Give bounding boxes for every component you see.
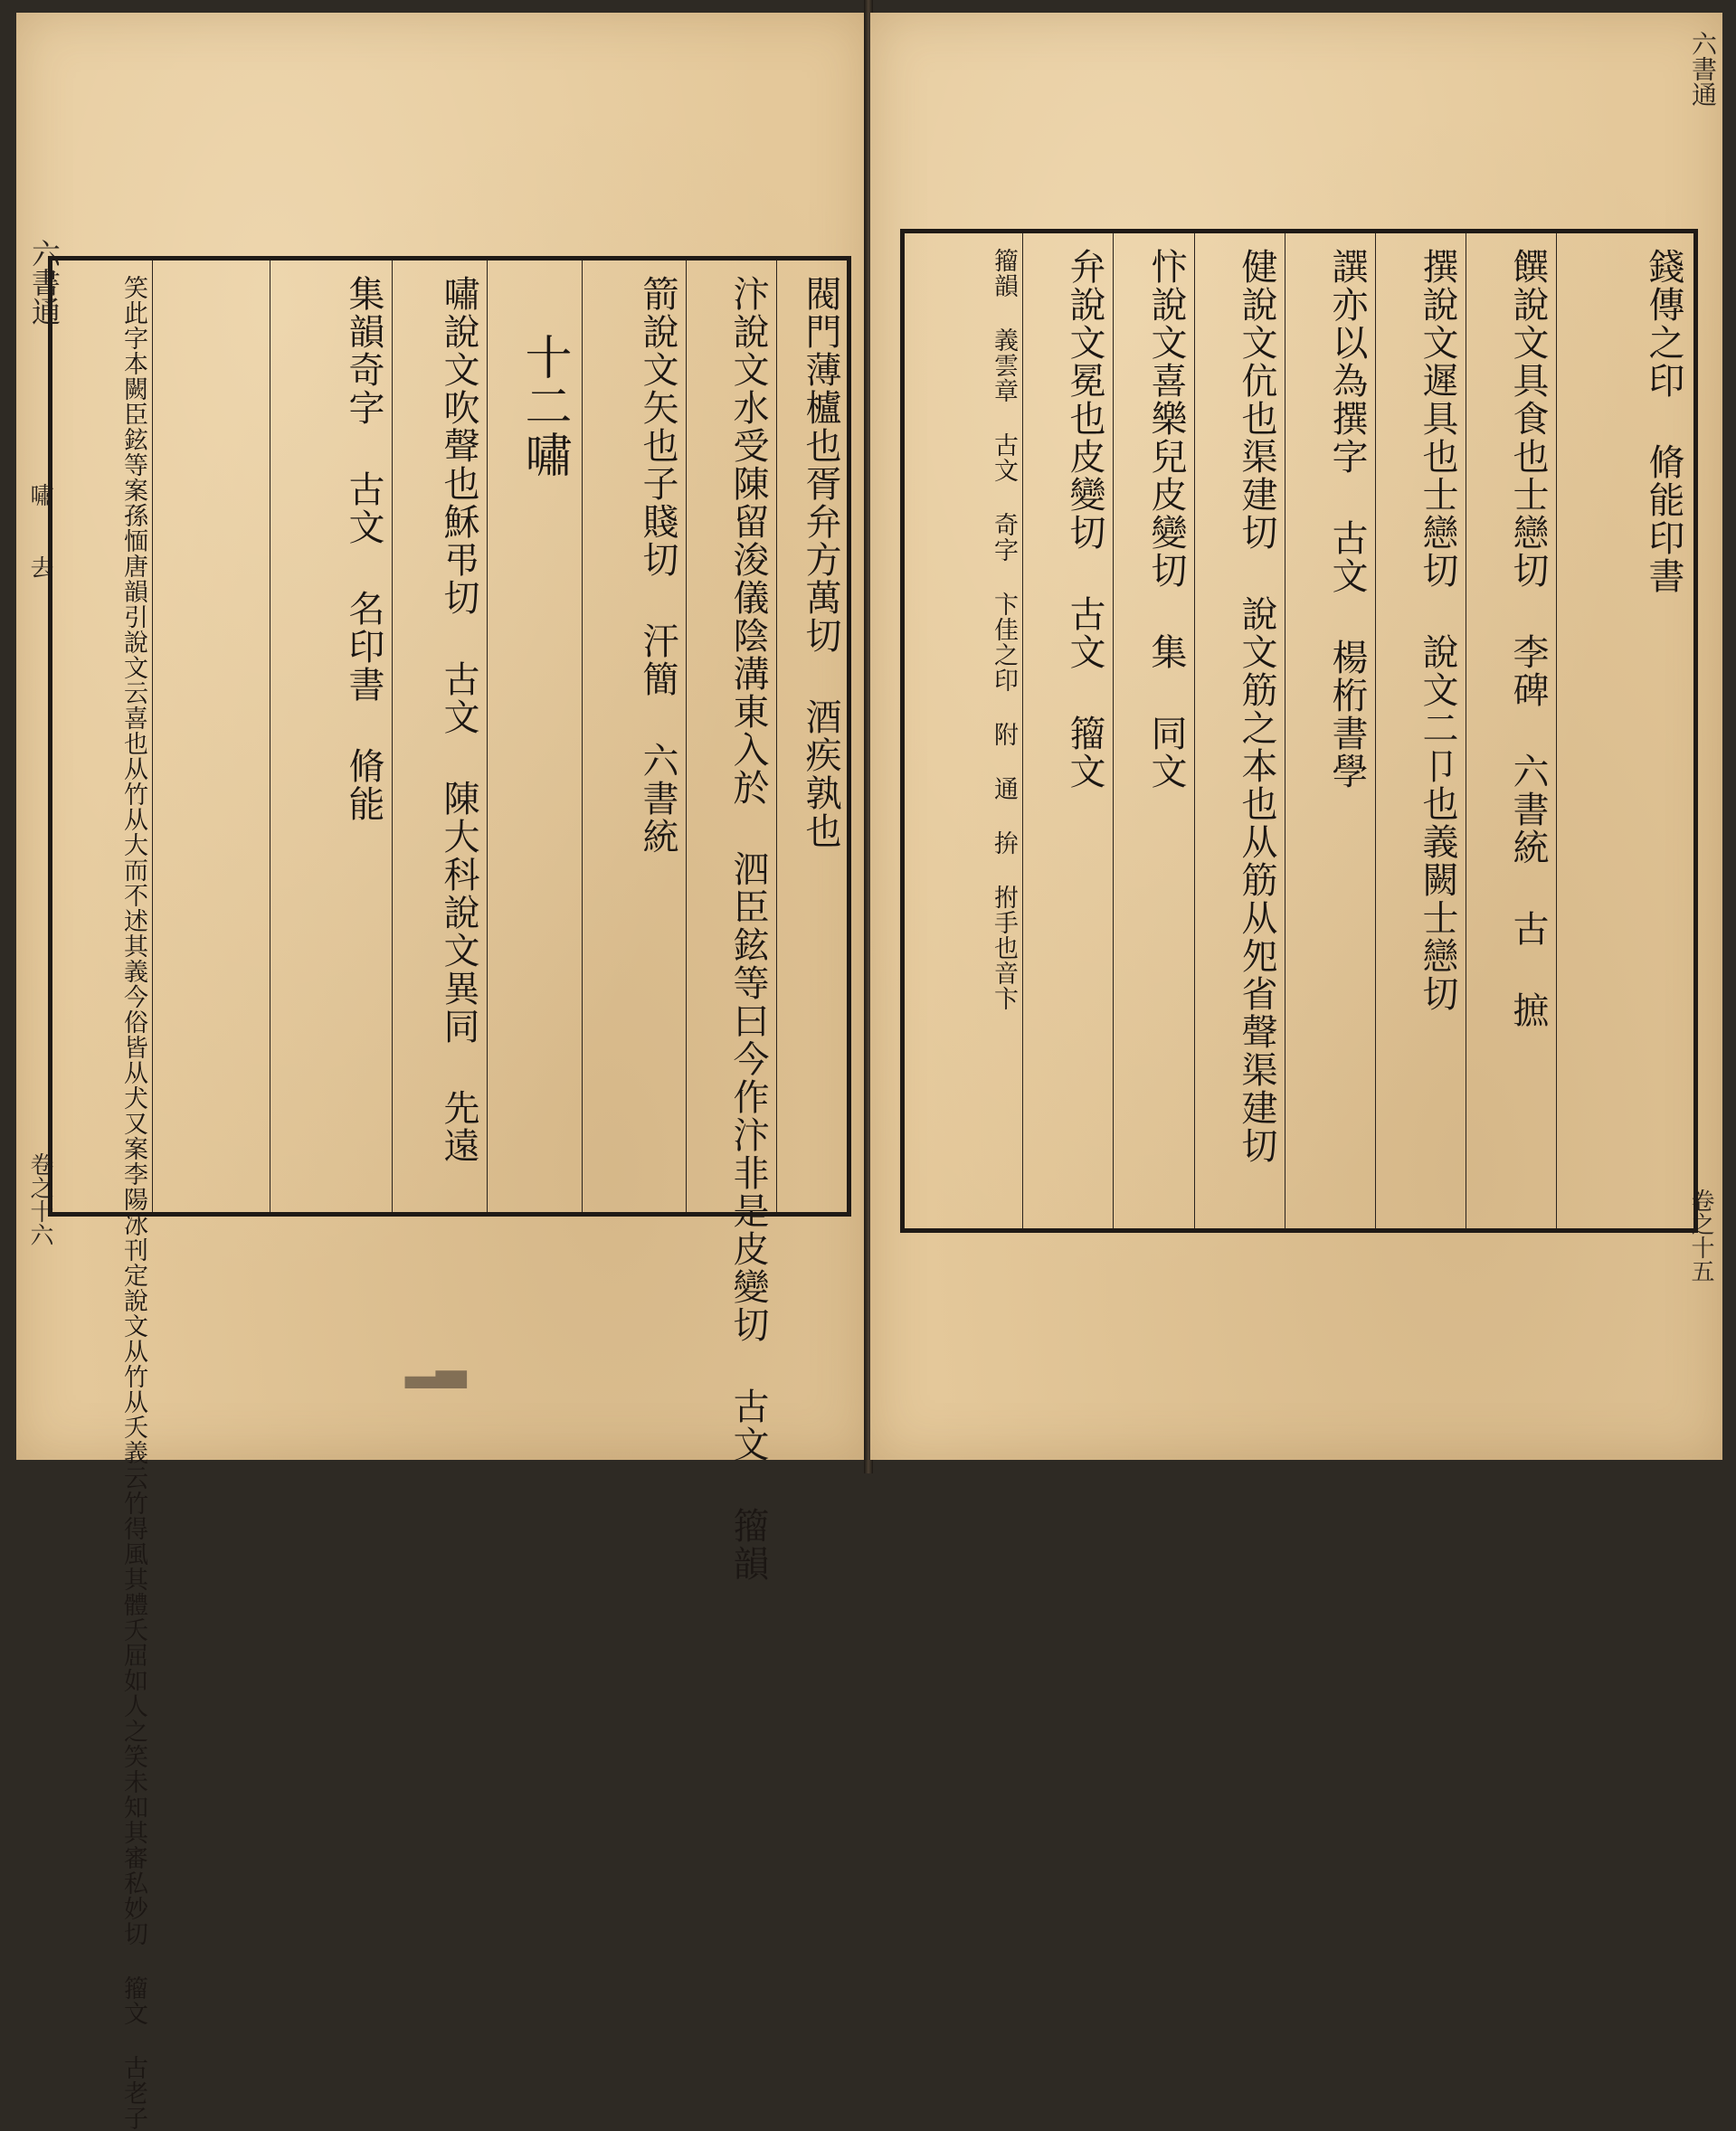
column-rule	[1375, 233, 1376, 1228]
text-column: 笑此字本闕臣鉉等案孫愐唐韻引說文云喜也从竹从大而不述其義今俗皆从犬又案李陽冰刊定說文从竹从夭義云竹得風其體夭屈如人之笑未知其審私妙切 籀文 古老子	[119, 275, 147, 2131]
left-margin-page: 卷之十六	[26, 1152, 53, 1246]
text-column: 箭說文矢也子賤切 汗簡 六書統	[637, 275, 678, 856]
right-page	[870, 13, 1722, 1460]
text-column: 集韻奇字 古文 名印書 脩能	[343, 275, 384, 823]
column-rule	[392, 260, 393, 1212]
left-text-frame	[49, 257, 850, 2131]
left-page	[16, 13, 867, 2131]
text-column: 汴說文水受陳留浚儀陰溝東入於 泗臣鉉等曰今作汴非是皮變切 古文 籀韻	[727, 275, 769, 1583]
column-rule	[686, 260, 687, 1212]
column-rule	[1556, 233, 1557, 1228]
text-column: 弁說文冕也皮變切 古文 籀文	[1064, 248, 1105, 791]
left-margin-title: 六書通	[27, 239, 62, 326]
column-rule	[582, 260, 583, 1212]
section-heading: 十二嘯	[517, 333, 571, 479]
column-rule	[776, 260, 777, 1212]
text-column: 籀韻 義雲章 古文 奇字 卞佳之印 附 通 拚 拊手也音卞	[990, 248, 1018, 1011]
right-text-frame	[901, 230, 1697, 1232]
text-column: 健說文伉也渠建切 說文筋之本也从筋从夗省聲渠建切	[1236, 248, 1277, 1165]
text-column: 撰說文遲具也士戀切 說文二卩也義闕士戀切	[1417, 248, 1458, 1013]
text-column: 饌說文具食也士戀切 李碑 六書統 古 摭	[1507, 248, 1549, 1029]
left-margin-section: 嘯	[26, 483, 53, 507]
column-rule	[1113, 233, 1114, 1228]
column-rule	[1194, 233, 1195, 1228]
text-column: 忭說文喜樂兒皮變切 集 同文	[1145, 248, 1187, 791]
text-column: 錢傳之印 脩能印書	[1643, 248, 1684, 595]
column-rule	[487, 260, 488, 1212]
right-margin-title: 六書通	[1688, 31, 1718, 107]
text-column: 譔亦以為撰字 古文 楊桁書學	[1326, 248, 1368, 791]
right-margin-page: 卷之十五	[1687, 1189, 1714, 1283]
column-rule	[1022, 233, 1023, 1228]
ink-blot-mark: ▂▃	[405, 1342, 467, 1388]
text-column: 嘯說文吹聲也穌弔切 古文 陳大科說文異同 先遠	[438, 275, 479, 1165]
column-rule	[152, 260, 153, 1212]
left-margin-tone: 去	[26, 555, 53, 579]
text-column: 閥門薄櫨也胥弁方萬切 酒疾孰也	[800, 275, 841, 850]
